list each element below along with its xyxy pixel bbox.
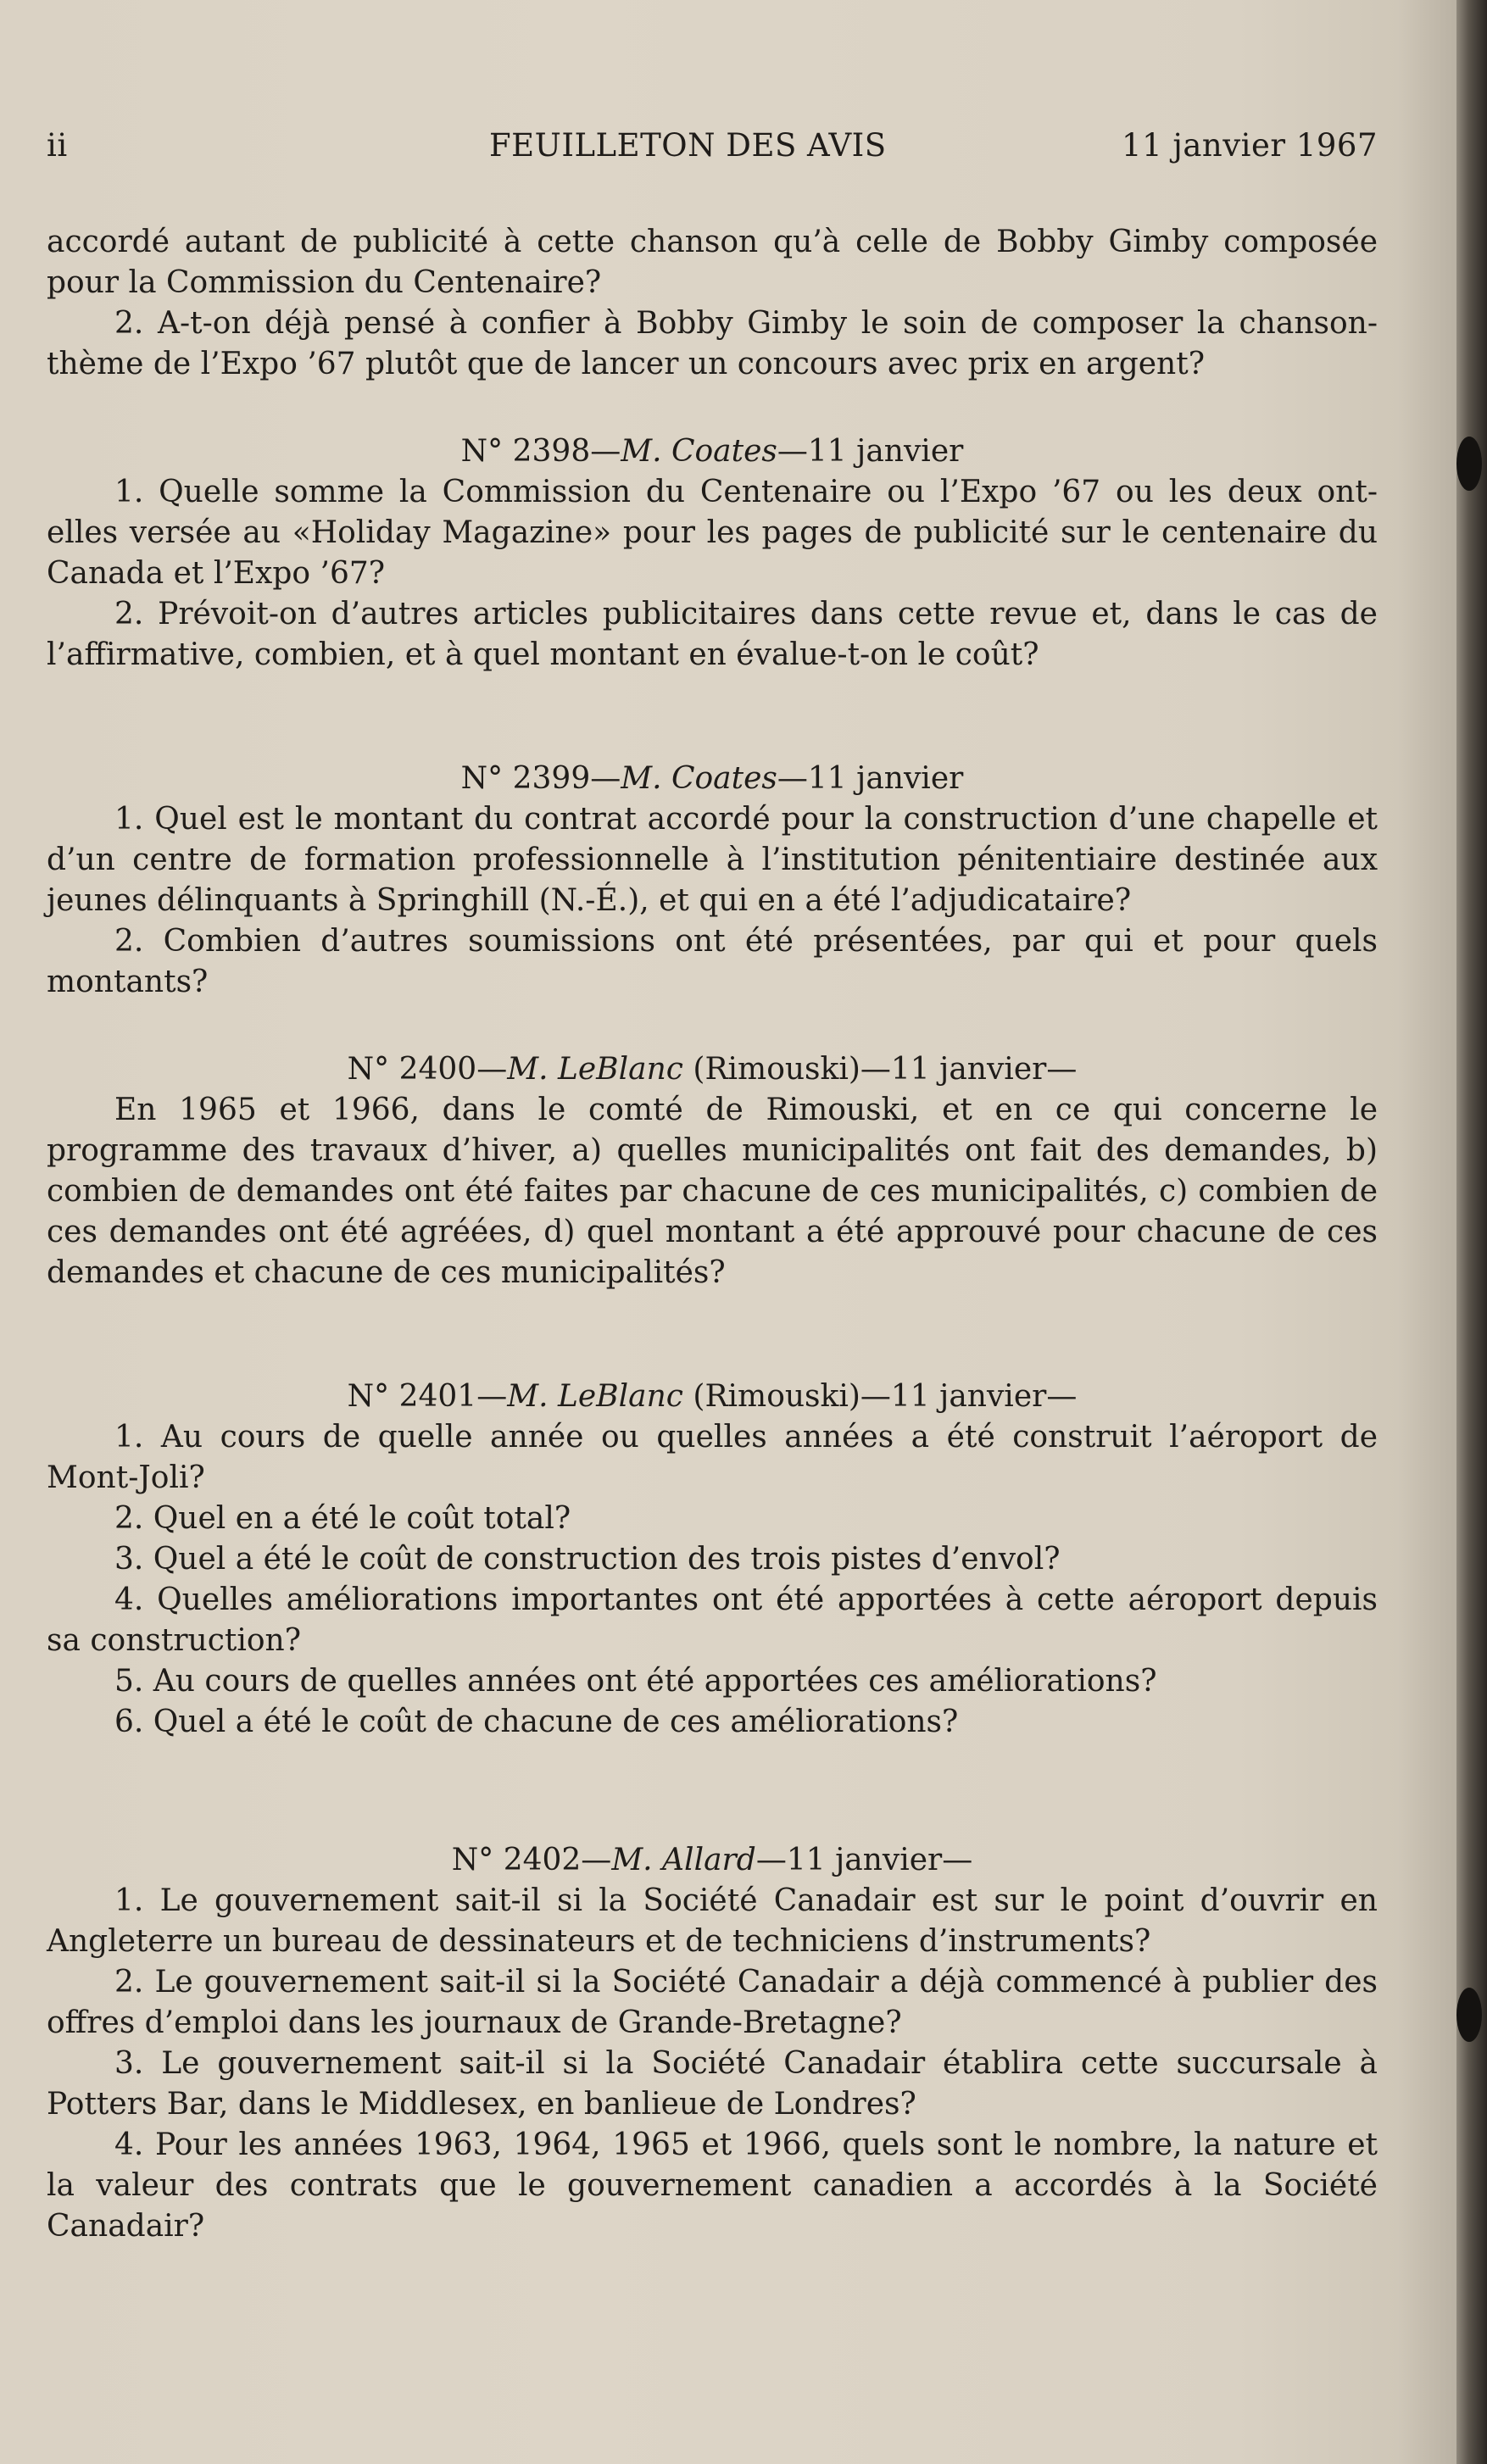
member-name: M. Coates bbox=[621, 434, 777, 469]
question-heading bbox=[47, 1840, 1378, 1881]
question-2399 bbox=[47, 759, 1378, 1003]
question-item: 6. Quel a été le coût de chacune de ces améliorations? bbox=[114, 1705, 959, 1739]
question-heading bbox=[47, 1377, 1378, 1417]
question-number: N° 2398— bbox=[460, 434, 621, 469]
question-item: 4. Pour les années 1963, 1964, 1965 et 1966, quels sont le nombre, la nature et la valeur des contrats que le gouvernement canadien a accordés à la Société Canadair? bbox=[47, 2127, 1378, 2244]
question-2401 bbox=[47, 1377, 1378, 1743]
publication-title: FEUILLETON DES AVIS bbox=[489, 127, 887, 164]
question-2398 bbox=[47, 431, 1378, 676]
intro-continuation: accordé autant de publicité à cette chanson qu’à celle de Bobby Gimby composée pour la Commission du Centenaire? bbox=[47, 225, 1378, 300]
question-item: 1. Le gouvernement sait-il si la Société Canadair est sur le point d’ouvrir en Angleterre un bureau de dessinateurs et de techniciens d’instruments? bbox=[47, 1883, 1378, 1959]
question-date: —11 janvier bbox=[777, 434, 964, 469]
question-item: 1. Au cours de quelle année ou quelles années a été construit l’aéroport de Mont-Joli? bbox=[47, 1420, 1378, 1495]
page-binding-edge bbox=[1456, 0, 1487, 2464]
question-item: 4. Quelles améliorations importantes ont été apportées à cette aéroport depuis sa construction? bbox=[47, 1582, 1378, 1658]
question-item: 2. Le gouvernement sait-il si la Société Canadair a déjà commencé à publier des offres d’emploi dans les journaux de Grande-Bretagne? bbox=[47, 1965, 1378, 2040]
question-number: N° 2400— bbox=[347, 1052, 508, 1087]
member-name: M. Coates bbox=[621, 761, 777, 796]
question-2402 bbox=[47, 1840, 1378, 2247]
question-heading bbox=[47, 431, 1378, 472]
member-name: M. Allard bbox=[611, 1843, 756, 1877]
page-number: ii bbox=[47, 127, 68, 164]
page-content bbox=[47, 222, 1378, 2247]
question-number: N° 2402— bbox=[451, 1843, 612, 1877]
question-item: 3. Quel a été le coût de construction des trois pistes d’envol? bbox=[114, 1542, 1061, 1577]
member-name: M. LeBlanc bbox=[507, 1379, 683, 1414]
member-name: M. LeBlanc bbox=[507, 1052, 683, 1087]
binding-hole-icon bbox=[1456, 1988, 1482, 2042]
question-2400 bbox=[47, 1049, 1378, 1293]
question-date: —11 janvier bbox=[777, 761, 964, 796]
question-heading bbox=[47, 759, 1378, 799]
intro-item: 2. A-t-on déjà pensé à confier à Bobby Gimby le soin de composer la chanson-thème de l’Expo ’67 plutôt que de lancer un concours avec prix en argent? bbox=[47, 306, 1378, 381]
question-item: 2. Combien d’autres soumissions ont été présentées, par qui et pour quels montants? bbox=[47, 924, 1378, 999]
question-item: 2. Prévoit-on d’autres articles publicitaires dans cette revue et, dans le cas de l’affirmative, combien, et à quel montant en évalue-t-on le coût? bbox=[47, 597, 1378, 672]
page-header bbox=[47, 127, 1378, 170]
binding-hole-icon bbox=[1456, 437, 1482, 491]
question-item: 3. Le gouvernement sait-il si la Société Canadair établira cette succursale à Potters Bar, dans le Middlesex, en banlieue de Londres? bbox=[47, 2046, 1378, 2122]
question-riding-date: (Rimouski)—11 janvier— bbox=[682, 1052, 1078, 1087]
question-item: 2. Quel en a été le coût total? bbox=[114, 1501, 571, 1536]
question-heading bbox=[47, 1049, 1378, 1090]
question-riding-date: (Rimouski)—11 janvier— bbox=[682, 1379, 1078, 1414]
question-text: En 1965 et 1966, dans le comté de Rimouski, et en ce qui concerne le programme des travaux d’hiver, a) quelles municipalités ont fait des demandes, b) combien de demandes ont été faites par chacune de ces municipalités, c) combien de ces demandes ont été agréées, d) quel montant a été approuvé pour chacune de ces demandes et chacune de ces municipalités? bbox=[47, 1093, 1378, 1290]
question-item: 5. Au cours de quelles années ont été apportées ces améliorations? bbox=[114, 1664, 1157, 1699]
question-date: —11 janvier— bbox=[755, 1843, 973, 1877]
question-number: N° 2401— bbox=[347, 1379, 508, 1414]
question-item: 1. Quelle somme la Commission du Centenaire ou l’Expo ’67 ou les deux ont-elles versée au «Holiday Magazine» pour les pages de publicité sur le centenaire du Canada et l’Expo ’67? bbox=[47, 475, 1378, 591]
question-number: N° 2399— bbox=[460, 761, 621, 796]
question-item: 1. Quel est le montant du contrat accordé pour la construction d’une chapelle et d’un centre de formation professionnelle à l’institution pénitentiaire destinée aux jeunes délinquants à Springhill (N.-É.), et qui en a été l’adjudicataire? bbox=[47, 802, 1378, 918]
header-date: 11 janvier 1967 bbox=[1122, 127, 1378, 164]
